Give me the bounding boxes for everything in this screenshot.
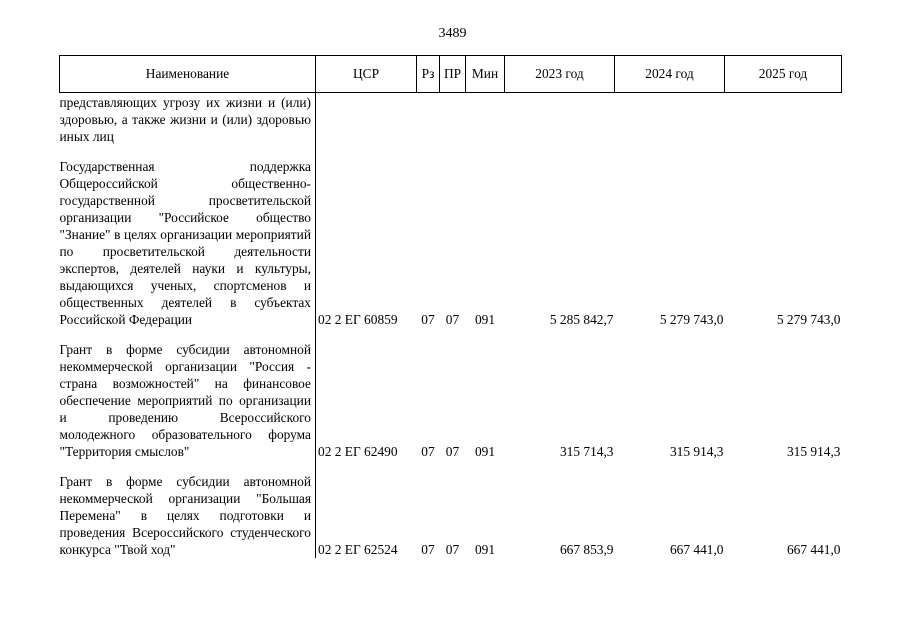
row-2023 <box>505 93 615 146</box>
header-rz: Рз <box>417 56 440 93</box>
row-name: Государственная поддержка Общероссийской общественно-государственной просветительской организации "Российское общество "Знание" в целях организации мероприятий по просветительской деятельности экспертов, деятелей науки и культуры, выдающихся ученых, спортсменов и общественных деятелей в субъектах Российской Федерации <box>60 158 316 328</box>
row-pr: 07 <box>445 312 460 327</box>
row-spacer <box>60 328 842 341</box>
header-2024: 2024 год <box>615 56 725 93</box>
table-header-row <box>60 56 842 93</box>
row-min <box>466 93 505 146</box>
row-pr <box>440 93 466 146</box>
row-2023: 315 714,3 <box>559 444 614 459</box>
table-row <box>60 473 842 558</box>
row-2024: 315 914,3 <box>669 444 724 459</box>
row-2023: 667 853,9 <box>559 542 614 557</box>
row-name: Грант в форме субсидии автономной некоммерческой организации "Большая Перемена" в целях подготовки и проведения Всероссийского студенческого конкурса "Твой ход" <box>60 473 316 558</box>
row-2024: 5 279 743,0 <box>659 312 724 327</box>
row-spacer <box>60 460 842 473</box>
row-spacer <box>60 145 842 158</box>
row-2024 <box>615 93 725 146</box>
header-name: Наименование <box>60 56 316 93</box>
table-row <box>60 93 842 146</box>
row-min: 091 <box>474 542 496 557</box>
row-2025: 5 279 743,0 <box>776 312 841 327</box>
header-min: Мин <box>466 56 505 93</box>
row-csr <box>316 93 417 146</box>
row-2025: 315 914,3 <box>786 444 841 459</box>
row-name: представляющих угрозу их жизни и (или) здоровью, а также жизни и (или) здоровью иных лиц <box>60 93 316 146</box>
row-rz: 07 <box>421 542 435 557</box>
row-rz: 07 <box>421 444 435 459</box>
budget-table <box>59 55 842 558</box>
row-csr: 02 2 ЕГ 60859 <box>318 312 398 327</box>
row-rz <box>417 93 440 146</box>
row-2025 <box>725 93 842 146</box>
row-2024: 667 441,0 <box>669 542 724 557</box>
header-2025: 2025 год <box>725 56 842 93</box>
row-rz: 07 <box>421 312 435 327</box>
row-csr: 02 2 ЕГ 62524 <box>318 542 398 557</box>
table-row <box>60 158 842 328</box>
row-min: 091 <box>474 312 496 327</box>
row-pr: 07 <box>445 542 460 557</box>
table-row <box>60 341 842 460</box>
page-number: 3489 <box>438 26 467 41</box>
row-pr: 07 <box>445 444 460 459</box>
header-2023: 2023 год <box>505 56 615 93</box>
header-csr: ЦСР <box>316 56 417 93</box>
row-min: 091 <box>474 444 496 459</box>
row-2023: 5 285 842,7 <box>549 312 614 327</box>
row-csr: 02 2 ЕГ 62490 <box>318 444 398 459</box>
row-name: Грант в форме субсидии автономной некоммерческой организации "Россия - страна возможностей" на финансовое обеспечение мероприятий по организации и проведению Всероссийского молодежного образовательного форума "Территория смыслов" <box>60 341 316 460</box>
header-pr: ПР <box>440 56 466 93</box>
row-2025: 667 441,0 <box>786 542 841 557</box>
